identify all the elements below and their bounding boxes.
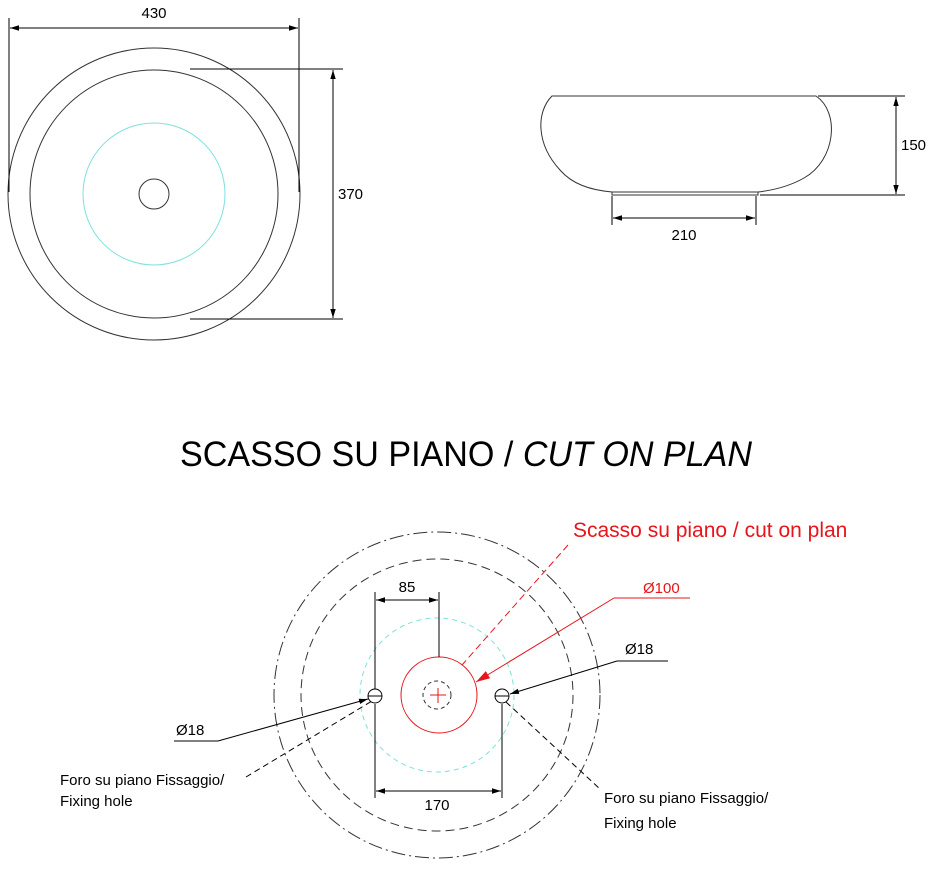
base-dimension-label: 210 bbox=[671, 227, 697, 244]
hole-right-diameter-label: Ø18 bbox=[625, 641, 654, 658]
basin-center-line bbox=[83, 123, 225, 265]
hole-left-note-line1: Foro su piano Fissaggio/ bbox=[60, 772, 225, 789]
cut-diameter-leader bbox=[476, 598, 614, 682]
section-title-italic: CUT ON PLAN bbox=[522, 435, 759, 474]
cut-label: Scasso su piano / cut on plan bbox=[573, 519, 848, 542]
section-title-regular: SCASSO SU PIANO / bbox=[180, 435, 533, 474]
spacing-dimension-label: 170 bbox=[424, 797, 450, 814]
hole-left-note-leader bbox=[246, 701, 372, 777]
drain-hole bbox=[139, 179, 169, 209]
hole-left-diameter-label: Ø18 bbox=[176, 722, 205, 739]
basin-profile bbox=[541, 96, 832, 195]
hole-right-note-leader bbox=[506, 702, 600, 789]
hole-right-diameter-leader bbox=[510, 661, 617, 694]
cut-diameter-label: Ø100 bbox=[643, 580, 680, 597]
side-view bbox=[541, 96, 926, 244]
height-dimension-label: 370 bbox=[338, 186, 364, 203]
hole-right-note-line2: Fixing hole bbox=[604, 815, 677, 832]
side-height-dimension-label: 150 bbox=[901, 137, 927, 154]
basin-inner-bowl bbox=[30, 70, 278, 318]
hole-left-note-line2: Fixing hole bbox=[60, 793, 133, 810]
top-view bbox=[8, 5, 363, 340]
hole-right-note-line1: Foro su piano Fissaggio/ bbox=[604, 790, 769, 807]
section-title bbox=[180, 435, 759, 474]
basin-outer-rim bbox=[8, 48, 300, 340]
width-dimension-label: 430 bbox=[141, 5, 167, 22]
cut-label-leader bbox=[462, 545, 568, 665]
hole-left-diameter-leader bbox=[218, 699, 368, 741]
offset-dimension-label: 85 bbox=[398, 579, 416, 596]
cut-plan-view bbox=[60, 519, 847, 858]
